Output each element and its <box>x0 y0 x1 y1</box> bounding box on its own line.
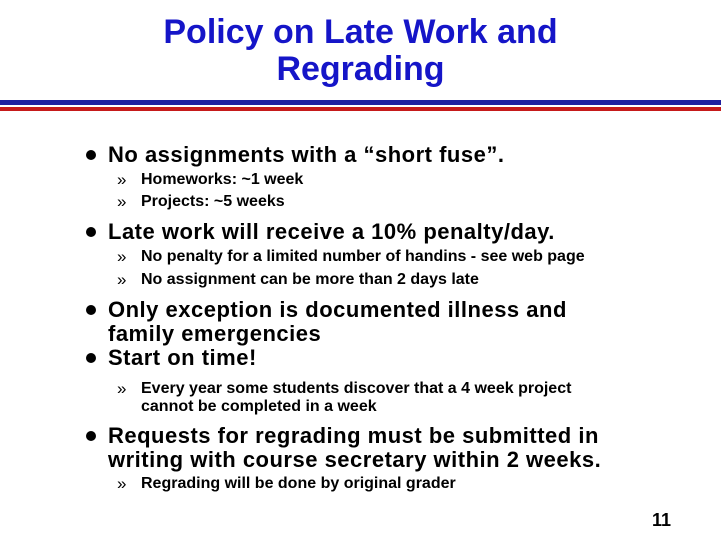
title-divider-red <box>0 107 721 111</box>
bullet-exception-line-1: Only exception is documented illness and <box>108 297 567 322</box>
bullet-exception <box>108 298 668 346</box>
bullet-dot <box>86 353 96 363</box>
sub-bullet-marker: » <box>117 474 127 493</box>
bullet-dot <box>86 227 96 237</box>
sub-bullet-no-penalty: No penalty for a limited number of handins - see web page <box>141 248 585 265</box>
bullet-regrading-line-2: writing with course secretary within 2 weeks. <box>108 447 602 472</box>
bullet-regrading <box>108 424 668 472</box>
sub-bullet-every-year-line-2: cannot be completed in a week <box>141 398 377 415</box>
sub-bullet-marker: » <box>117 247 127 266</box>
bullet-start-on-time: Start on time! <box>108 345 257 370</box>
sub-bullet-homeworks: Homeworks: ~1 week <box>141 171 304 188</box>
sub-bullet-marker: » <box>117 170 127 189</box>
sub-bullet-marker: » <box>117 379 127 398</box>
bullet-no-short-fuse: No assignments with a “short fuse”. <box>108 142 505 167</box>
sub-bullet-max-late: No assignment can be more than 2 days late <box>141 271 479 288</box>
sub-bullet-marker: » <box>117 192 127 211</box>
bullet-exception-line-2: family emergencies <box>108 321 322 346</box>
bullet-dot <box>86 150 96 160</box>
bullet-dot <box>86 431 96 441</box>
sub-bullet-marker: » <box>117 270 127 289</box>
sub-bullet-every-year <box>141 380 661 416</box>
slide-title <box>0 14 721 88</box>
slide-title-line-2: Regrading <box>276 50 445 88</box>
sub-bullet-every-year-line-1: Every year some students discover that a 4 week project <box>141 380 572 397</box>
bullet-late-penalty: Late work will receive a 10% penalty/day. <box>108 219 555 244</box>
bullet-regrading-line-1: Requests for regrading must be submitted in <box>108 423 599 448</box>
page-number: 11 <box>652 510 672 530</box>
slide-title-line-1: Policy on Late Work and <box>163 13 558 51</box>
sub-bullet-original-grader: Regrading will be done by original grader <box>141 475 456 492</box>
bullet-dot <box>86 305 96 315</box>
sub-bullet-projects: Projects: ~5 weeks <box>141 193 285 210</box>
